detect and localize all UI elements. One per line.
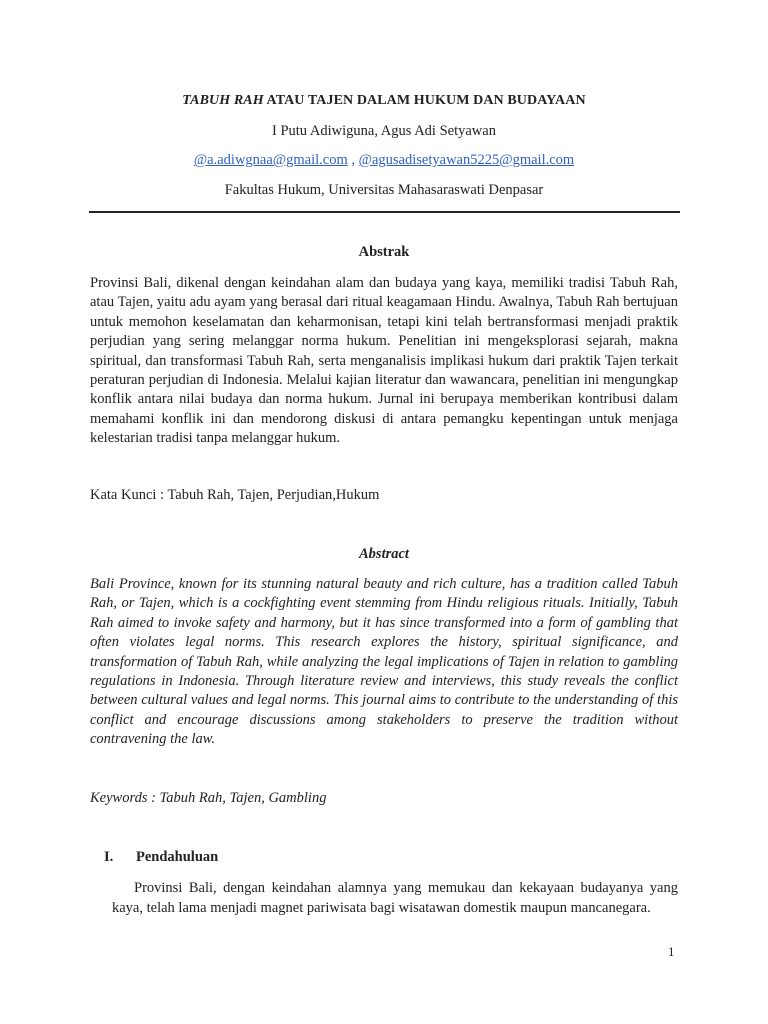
author-affiliation: Fakultas Hukum, Universitas Mahasaraswati Denpasar bbox=[224, 182, 544, 198]
email-link-2[interactable]: @agusadisetyawan5225@gmail.com bbox=[358, 152, 575, 168]
author-emails bbox=[0, 152, 768, 169]
author-names: I Putu Adiwiguna, Agus Adi Setyawan bbox=[272, 123, 496, 139]
abstract-heading: Abstract bbox=[359, 546, 409, 562]
introduction-text: Provinsi Bali, dengan keindahan alamnya yang memukau dan kekayaan budayanya yang kaya, telah lama menjadi magnet pariwisata bagi wisatawan domestik maupun mancanegara. bbox=[112, 880, 678, 916]
header-divider bbox=[89, 211, 680, 213]
abstract-body: Bali Province, known for its stunning natural beauty and rich culture, has a tradition called Tabuh Rah, or Tajen, which is a cockfighting event stemming from Hindu religious rituals. Initially, Tabuh Rah aimed to invoke safety and harmony, but it has since transformed into a form of gambling that often violates legal norms. This research explores the history, spiritual significance, and transformation of Tabuh Rah, while analyzing the legal implications of Tajen in relation to gambling regulations in Indonesia. Through literature review and interviews, this study reveals the conflict between cultural values and legal norms. This journal aims to contribute to the understanding of this conflict and encourage discussions among stakeholders to preserve the tradition without contravening the law. bbox=[90, 576, 678, 748]
section-title: Pendahuluan bbox=[136, 849, 219, 865]
paper-title bbox=[0, 93, 768, 109]
abstrak-keywords: Kata Kunci : Tabuh Rah, Tajen, Perjudian,Hukum bbox=[90, 487, 380, 503]
email-link-1[interactable]: @a.adiwgnaa@gmail.com bbox=[193, 152, 348, 168]
introduction-paragraph bbox=[112, 878, 678, 918]
abstrak-body: Provinsi Bali, dikenal dengan keindahan alam dan budaya yang kaya, memiliki tradisi Tabuh Rah, atau Tajen, yaitu adu ayam yang berasal dari ritual keagamaan Hindu. Awalnya, Tabuh Rah bertujuan untuk memohon keselamatan dan keharmonisan, tetapi kini telah bertransformasi menjadi praktik perjudian yang sering melanggar norma hukum. Penelitian ini mengeksplorasi sejarah, makna spiritual, dan transformasi Tabuh Rah, serta menganalisis implikasi hukum dari praktik Tajen terkait peraturan perjudian di Indonesia. Melalui kajian literatur dan wawancara, penelitian ini mengungkap konflik antara nilai budaya dan norma hukum. Jurnal ini berupaya memberikan kontribusi dalam memahami konflik ini dan mendorong diskusi di antara pemangku kepentingan untuk menjaga kelestarian tradisi tanpa melanggar hukum. bbox=[90, 275, 678, 447]
section-number: I. bbox=[104, 849, 114, 865]
page-number: 1 bbox=[668, 944, 675, 959]
abstrak-heading: Abstrak bbox=[358, 244, 410, 260]
email-separator: , bbox=[347, 152, 359, 168]
paper-title-italic: TABUH RAH bbox=[182, 93, 264, 108]
paper-title-rest: ATAU TAJEN DALAM HUKUM DAN BUDAYAAN bbox=[263, 93, 586, 108]
abstract-keywords: Keywords : Tabuh Rah, Tajen, Gambling bbox=[90, 790, 327, 806]
section-heading-pendahuluan bbox=[104, 849, 218, 866]
